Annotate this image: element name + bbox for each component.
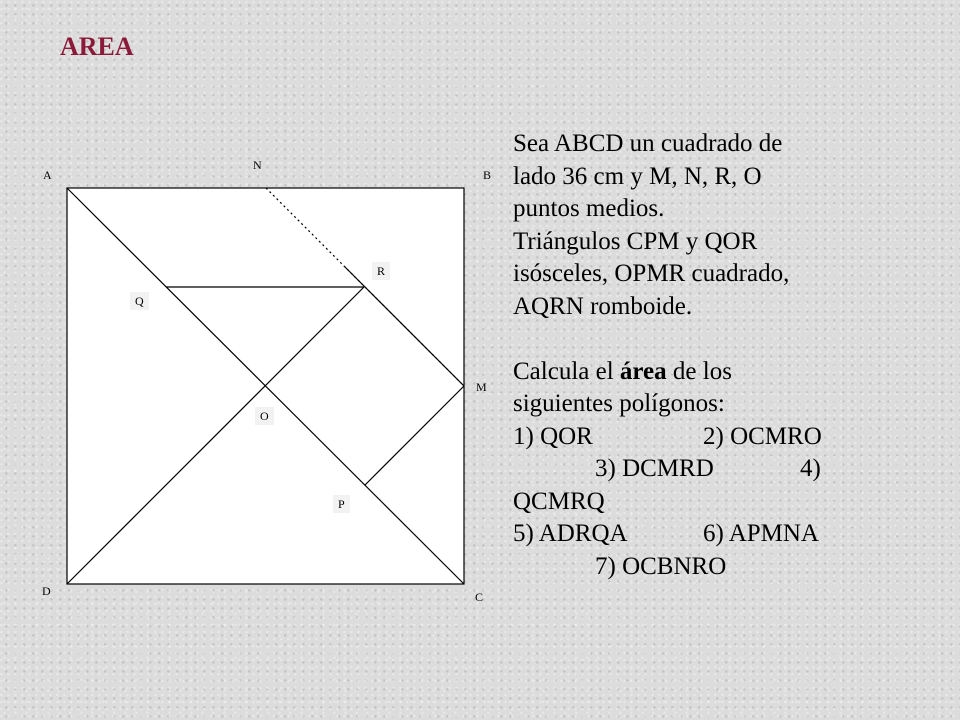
point-label-p: P bbox=[333, 495, 350, 513]
point-label-a: A bbox=[43, 168, 52, 182]
point-label-c: C bbox=[475, 590, 484, 604]
item-7: 7) OCBNRO bbox=[595, 552, 727, 580]
problem-line: lado 36 cm y M, N, R, O bbox=[513, 162, 762, 190]
problem-statement bbox=[513, 128, 913, 583]
item-3: 3) DCMRD bbox=[595, 455, 714, 482]
calc-text: Calcula el bbox=[513, 357, 620, 385]
problem-line: isósceles, OPMR cuadrado, bbox=[513, 260, 790, 287]
item-row bbox=[513, 453, 913, 486]
item-row bbox=[513, 421, 913, 454]
point-label-b: B bbox=[483, 168, 492, 182]
item-5: 5) ADRQA bbox=[513, 520, 628, 547]
problem-line: Sea ABCD un cuadrado de bbox=[513, 130, 783, 157]
problem-line: puntos medios. bbox=[513, 195, 665, 222]
page-title: AREA bbox=[60, 32, 134, 61]
point-label-m: M bbox=[476, 380, 487, 394]
item-1: 1) QOR bbox=[513, 422, 593, 450]
problem-line: siguientes polígonos: bbox=[513, 390, 725, 417]
geometry-figure bbox=[0, 0, 500, 620]
item-6: 6) APMNA bbox=[703, 520, 819, 547]
problem-line-calc bbox=[513, 356, 913, 389]
calc-bold-term: área bbox=[619, 357, 667, 385]
spacer bbox=[513, 323, 913, 356]
point-label-r: R bbox=[372, 262, 390, 280]
calc-text: de los bbox=[666, 357, 732, 385]
point-label-o: O bbox=[255, 407, 274, 425]
item-row bbox=[513, 518, 913, 551]
item-row bbox=[513, 551, 913, 584]
point-label-d: D bbox=[42, 584, 51, 598]
problem-line: AQRN romboide. bbox=[513, 292, 693, 320]
point-label-n: N bbox=[253, 158, 262, 172]
item-2: 2) OCMRO bbox=[703, 422, 822, 450]
item-row: QCMRQ bbox=[513, 487, 605, 515]
point-label-q: Q bbox=[130, 292, 149, 310]
item-4: 4) bbox=[800, 455, 821, 482]
problem-line: Triángulos CPM y QOR bbox=[513, 227, 758, 255]
